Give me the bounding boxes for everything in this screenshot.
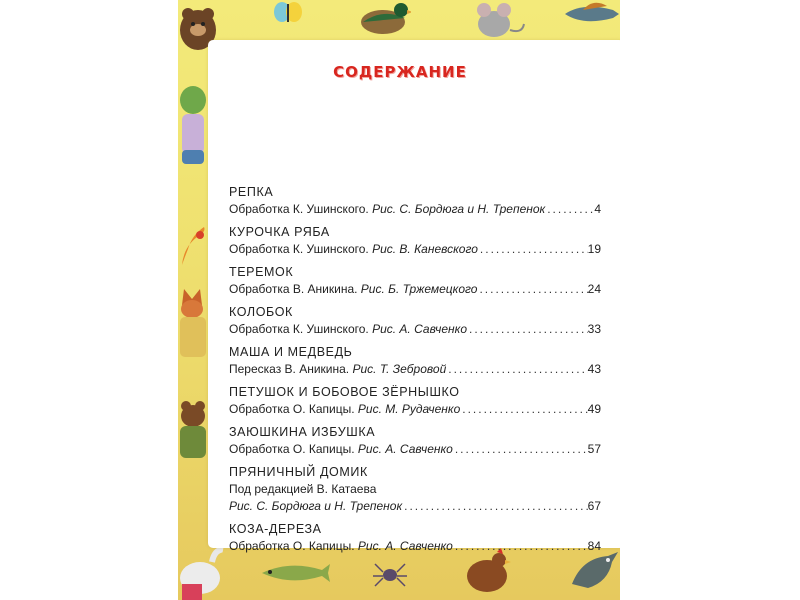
illustrator-credit: Рис. М. Рудаченко [357,402,461,416]
page-number: 4 [594,202,601,216]
illustrator-credit: Рис. А. Савченко [357,539,453,553]
bird-icon [563,0,619,30]
bear-icon [178,400,208,460]
frog-icon [178,80,208,170]
story-credits [229,401,601,418]
firebird-icon [178,225,208,270]
story-title: ТЕРЕМОК [229,265,294,279]
leader-dots [545,201,594,218]
toc-entry [229,424,601,458]
page-number: 33 [587,322,601,336]
adaptation-credit: Пересказ В. Аникина. [229,362,350,376]
story-title: МАША И МЕДВЕДЬ [229,345,353,359]
adaptation-credit: Обработка К. Ушинского. [229,202,369,216]
toc-entry [229,304,601,338]
illustrator-credit: Рис. А. Савченко [372,322,467,336]
duck-icon [353,0,411,38]
leader-dots [453,538,588,555]
adaptation-credit: Обработка О. Капицы. [229,442,355,456]
story-credits [229,538,601,555]
page-number: 19 [587,242,601,256]
story-credits [229,441,601,458]
toc-entry [229,264,601,298]
spider-icon [373,560,407,590]
story-credits [229,321,601,338]
leader-dots [477,281,587,298]
adaptation-credit: Обработка К. Ушинского. [229,242,369,256]
page-number: 43 [587,362,601,376]
table-of-contents [229,184,601,555]
fox-icon [178,285,208,360]
story-credits [229,361,601,378]
butterfly-icon [273,0,303,28]
mouse-icon [468,0,526,42]
illustrator-credit: Рис. В. Каневского [372,242,478,256]
toc-entry [229,384,601,418]
story-title: КУРОЧКА РЯБА [229,225,330,239]
illustrator-credit: Рис. Б. Тржемецкого [360,282,478,296]
story-credits [229,241,601,258]
leader-dots [460,401,587,418]
hen-icon [463,548,513,596]
illustrator-credit: Рис. А. Савченко [357,442,453,456]
leader-dots [467,321,588,338]
story-credits [229,281,601,298]
story-title: ЗАЮШКИНА ИЗБУШКА [229,425,376,439]
story-credits [229,498,601,515]
toc-entry [229,224,601,258]
page-title: СОДЕРЖАНИЕ [333,63,467,81]
story-title: КОЗА-ДЕРЕЗА [229,522,322,536]
adaptation-credit: Под редакцией В. Катаева [229,482,377,496]
toc-entry [229,184,601,218]
leader-dots [446,361,587,378]
leader-dots [402,498,588,515]
toc-entry [229,344,601,378]
story-title: КОЛОБОК [229,305,293,319]
story-title: ПЕТУШОК И БОБОВОЕ ЗЁРНЫШКО [229,385,460,399]
story-credits [229,201,601,218]
illustrator-credit: Рис. С. Бордюга и Н. Трепенок [372,202,546,216]
illustrator-credit: Рис. Т. Зебровой [352,362,447,376]
toc-entry [229,521,601,555]
story-title: ПРЯНИЧНЫЙ ДОМИК [229,465,368,479]
toc-entry [229,464,601,515]
story-title: РЕПКА [229,185,274,199]
adaptation-credit: Обработка О. Капицы. [229,402,355,416]
page-number: 24 [587,282,601,296]
page-number: 67 [587,499,601,513]
page-number: 84 [587,539,601,553]
illustrator-credit: Рис. С. Бордюга и Н. Трепенок [229,499,403,513]
leader-dots [453,441,588,458]
adaptation-credit: Обработка К. Ушинского. [229,322,369,336]
page-number: 57 [587,442,601,456]
leader-dots [478,241,588,258]
page-number: 49 [587,402,601,416]
pike-icon [260,560,330,586]
adaptation-credit: Обработка В. Аникина. [229,282,358,296]
adaptation-credit: Обработка О. Капицы. [229,539,355,553]
